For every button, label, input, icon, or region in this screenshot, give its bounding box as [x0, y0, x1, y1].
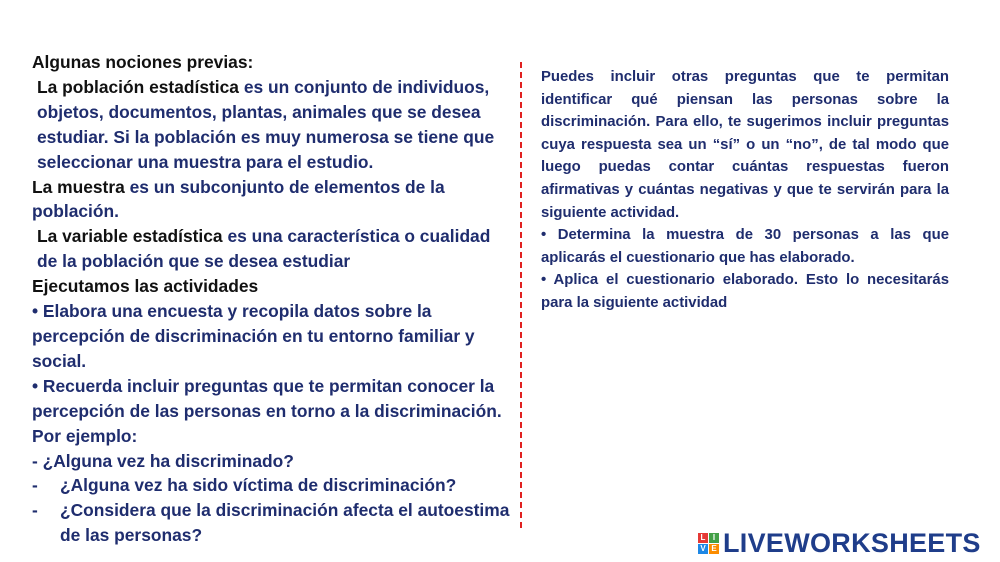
activity-bullet-1: • Elabora una encuesta y recopila datos sobre la percepción de discriminación en tu entorno familiar y social. [32, 301, 475, 371]
question-text: ¿Considera que la discriminación afecta el autoestima de las personas? [60, 500, 510, 546]
sample-term: La muestra [32, 176, 125, 197]
variable-term: La variable estadística [37, 226, 223, 247]
logo-letter-v: V [698, 544, 708, 554]
population-text: es un conjunto de individuos, objetos, documentos, plantas, animales que se desea estudiar. Si la población es muy numerosa se tiene que seleccionar una muestra para el estudio. [37, 76, 495, 172]
variable-definition [32, 224, 512, 274]
activity-bullet-2: • Recuerda incluir preguntas que te permitan conocer la percepción de las personas en torno a la discriminación. Por ejemplo: [32, 375, 502, 446]
sample-definition [32, 175, 512, 225]
activities-heading: Ejecutamos las actividades [32, 276, 259, 297]
red-dashed-divider [520, 62, 522, 528]
apply-bullet: • Aplica el cuestionario elaborado. Esto lo necesitarás para la siguiente actividad [541, 272, 949, 311]
example-question-2 [32, 473, 512, 498]
dash-mark: - [32, 475, 38, 496]
logo-letter-i: I [709, 533, 719, 543]
logo-letter-e: E [709, 544, 719, 554]
question-text: ¿Alguna vez ha sido víctima de discriminación? [60, 475, 457, 496]
logo-letter-l: L [698, 533, 708, 543]
example-question-3 [32, 498, 512, 548]
variable-text: es una característica o cualidad de la población que se desea estudiar [37, 226, 491, 272]
dash-mark: - [32, 500, 38, 521]
population-term: La población estadística [37, 76, 239, 97]
liveworksheets-logo [698, 526, 981, 560]
sample-bullet: • Determina la muestra de 30 personas a las que aplicarás el cuestionario que has elaborado. [541, 227, 949, 266]
left-column [32, 50, 512, 548]
right-column [541, 66, 949, 315]
population-definition [32, 75, 512, 175]
example-question-1: - ¿Alguna vez ha discriminado? [32, 450, 294, 471]
sample-text: es un subconjunto de elementos de la población. [32, 176, 445, 222]
liveworksheets-icon [698, 533, 719, 554]
logo-text: LIVEWORKSHEETS [723, 527, 981, 558]
extra-questions-paragraph: Puedes incluir otras preguntas que te permitan identificar qué piensan las personas sobre la discriminación. Para ello, te sugerimos incluir preguntas cuya respuesta sea un “sí” o un “no”, de tal modo que luego puedas contar cuántas respuestas fueron afirmativas y cuántas negativas y que te servirán para la siguiente actividad. [541, 69, 949, 221]
previous-notions-heading: Algunas nociones previas: [32, 52, 254, 72]
